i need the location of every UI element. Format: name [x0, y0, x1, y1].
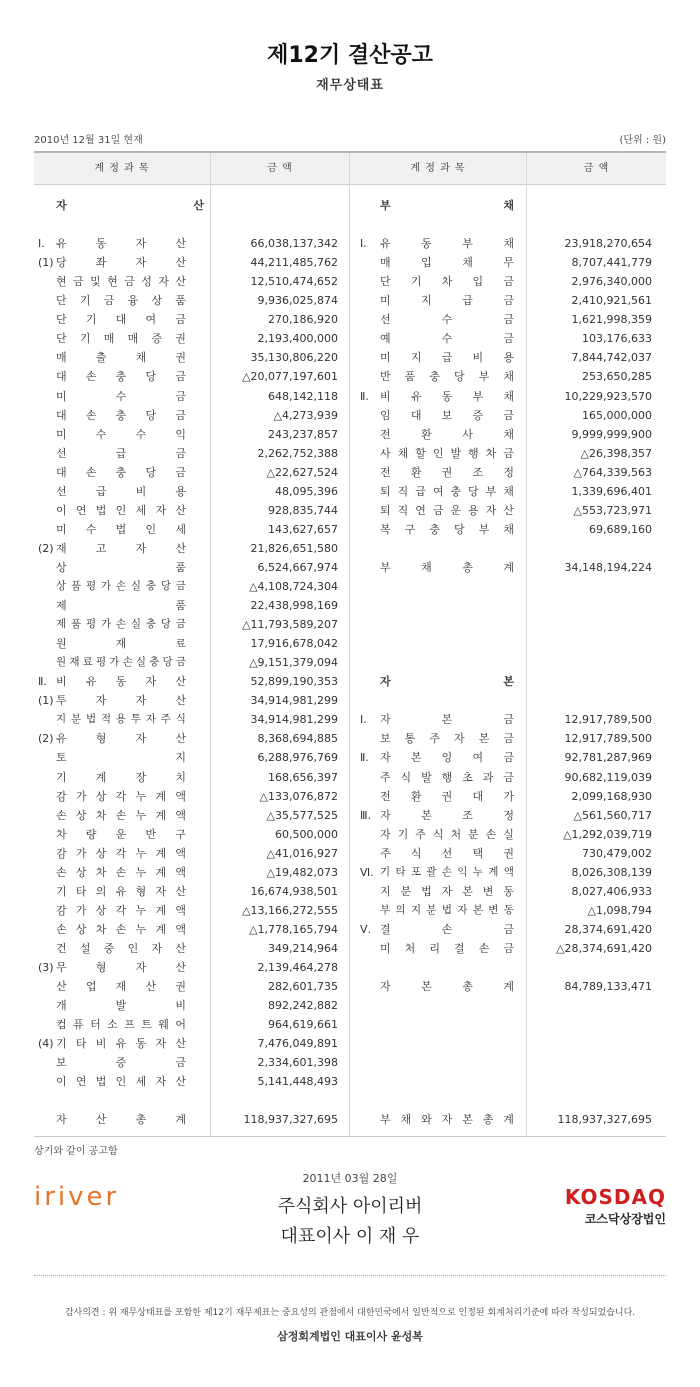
table-row	[34, 558, 666, 577]
table-row	[34, 539, 666, 558]
account-label: 미 수 법 인 세	[56, 522, 186, 536]
iriver-logo: iriver	[34, 1182, 120, 1212]
amount-cell: 6,524,667,974	[257, 560, 338, 574]
table-row	[34, 367, 666, 386]
table-row	[34, 406, 666, 425]
amount-cell: 12,917,789,500	[564, 713, 652, 727]
amount-cell: 253,650,285	[582, 370, 652, 384]
account-label: 부 채 총 계	[380, 560, 514, 574]
account-label: 상 품 평 가 손 실 충 당 금	[56, 580, 186, 592]
table-row	[34, 729, 666, 748]
amount-cell: 2,976,340,000	[571, 275, 652, 289]
amount-cell: 12,917,789,500	[564, 732, 652, 746]
table-row	[34, 882, 666, 901]
table-header	[34, 153, 666, 185]
account-label: 미 지 급 비 용	[380, 351, 514, 365]
account-label	[380, 634, 514, 653]
audit-opinion: 감사의견 : 위 재무상태표를 포함한 제12기 재무제표는 중요성의 관점에서 대한민국에서 일반적으로 인정된 회계처리기준에 따라 작성되었습니다.	[64, 1308, 636, 1318]
company-name: 주식회사 아이리버	[277, 1196, 423, 1217]
amount-cell: 66,038,137,342	[250, 237, 338, 251]
account-label: 대 손 충 당 금	[56, 408, 186, 422]
amount-cell: 90,682,119,039	[564, 770, 652, 784]
account-label: 자 본 총 계	[380, 980, 514, 994]
amount-cell: 52,899,190,353	[250, 675, 338, 689]
table-row	[34, 501, 666, 520]
table-row	[34, 444, 666, 463]
amount-cell: 34,914,981,299	[250, 694, 338, 708]
account-label: 손 상 차 손 누 계 액	[56, 922, 186, 936]
table-row	[34, 996, 666, 1015]
account-label: 선 급 비 용	[56, 484, 186, 498]
account-label: 단 기 금 융 상 품	[56, 294, 186, 308]
account-label: 매 입 채 무	[380, 256, 514, 270]
amount-cell: 964,619,661	[268, 1018, 338, 1032]
header-account-right: 계 정 과 목	[410, 163, 466, 174]
amount-cell: 349,214,964	[268, 941, 338, 955]
account-label: 보 통 주 자 본 금	[380, 732, 514, 746]
table-row	[34, 348, 666, 367]
account-label	[380, 1072, 514, 1091]
amount-cell: △1,098,794	[587, 903, 652, 917]
header-amount-right: 금 액	[583, 163, 610, 174]
account-label	[380, 1053, 514, 1072]
amount-cell: 892,242,882	[268, 999, 338, 1013]
account-label: 자 본 조 정	[380, 808, 514, 822]
amount-cell: △20,077,197,601	[242, 370, 338, 384]
page-subtitle: 재무상태표	[316, 78, 384, 93]
row-mark: Ⅱ.	[360, 751, 369, 765]
account-label: 선 급 금	[56, 446, 186, 460]
table-row	[34, 577, 666, 596]
row-mark: (4)	[38, 1037, 54, 1051]
kosdaq-logo: KOSDAQ	[564, 1185, 666, 1209]
table-row	[34, 329, 666, 348]
table-row	[34, 482, 666, 501]
auditor-name: 삼정회계법인 대표이사 윤성복	[277, 1330, 423, 1343]
account-label: 투 자 자 산	[56, 694, 186, 708]
account-label: 손 상 차 손 누 계 액	[56, 865, 186, 879]
kosdaq-listed-label: 코스닥상장법인	[584, 1212, 666, 1226]
account-label	[380, 958, 514, 977]
table-row	[34, 310, 666, 329]
table-row	[34, 977, 666, 996]
amount-cell: 7,476,049,891	[257, 1037, 338, 1051]
amount-cell: 22,438,998,169	[250, 599, 338, 613]
account-label: 유 형 자 산	[56, 732, 186, 746]
amount-cell: △41,016,927	[266, 846, 338, 860]
amount-cell: 5,141,448,493	[257, 1075, 338, 1089]
account-label	[380, 615, 514, 634]
account-label: 단 기 매 매 증 권	[56, 332, 186, 346]
amount-cell: 2,262,752,388	[257, 446, 338, 460]
account-label: 결 손 금	[380, 922, 514, 936]
row-mark: Ⅵ.	[360, 865, 374, 879]
row-mark: Ⅱ.	[360, 389, 369, 403]
account-label: 이 연 법 인 세 자 산	[56, 1075, 186, 1089]
account-label: 단 기 대 여 금	[56, 313, 186, 327]
account-label: 유 동 자 산	[56, 237, 186, 251]
balance-sheet-table	[34, 151, 666, 1137]
amount-cell: △1,292,039,719	[563, 827, 652, 841]
account-label: 손 상 차 손 누 계 액	[56, 808, 186, 822]
amount-cell: 2,139,464,278	[257, 961, 338, 974]
row-mark: Ⅱ.	[38, 675, 47, 689]
table-row	[34, 1110, 666, 1129]
header-amount-left: 금 액	[267, 163, 293, 174]
amount-cell: 928,835,744	[268, 503, 338, 517]
amount-cell: 10,229,923,570	[564, 389, 652, 403]
account-label: 퇴 직 연 금 운 용 자 산	[380, 503, 514, 517]
account-label	[380, 539, 514, 558]
amount-cell: 2,334,601,398	[257, 1056, 338, 1070]
account-label: 사 채 할 인 발 행 차 금	[380, 446, 514, 460]
table-row	[34, 425, 666, 444]
amount-cell: △11,793,589,207	[242, 618, 338, 632]
account-label: 감 가 상 각 누 계 액	[56, 903, 186, 917]
table-row	[34, 634, 666, 653]
amount-cell: 48,095,396	[275, 484, 338, 498]
account-label: 기 계 장 치	[56, 770, 186, 784]
account-label: 반 품 충 당 부 채	[380, 370, 514, 384]
amount-cell: 69,689,160	[589, 522, 652, 536]
account-label: 당 좌 자 산	[56, 256, 186, 270]
account-label: 자 기 주 식 처 분 손 실	[380, 827, 514, 841]
amount-cell: 2,099,168,930	[571, 789, 652, 803]
row-mark: Ⅴ.	[360, 922, 372, 936]
account-label	[380, 596, 514, 615]
account-label: 토 지	[56, 751, 186, 765]
account-label: 감 가 상 각 누 계 액	[56, 789, 186, 803]
account-label: 임 대 보 증 금	[380, 408, 514, 422]
amount-cell: △4,273,939	[273, 408, 338, 422]
account-label	[380, 215, 514, 234]
account-label: 상 품	[56, 560, 186, 574]
account-label: 전 환 권 조 정	[380, 465, 514, 479]
account-label: 기 타 포 괄 손 익 누 계 액	[380, 865, 514, 878]
account-label: 원 재 료	[56, 637, 186, 651]
amount-cell: △764,339,563	[573, 465, 652, 479]
amount-cell: 92,781,287,969	[564, 751, 652, 765]
table-row	[34, 1091, 666, 1110]
row-mark: Ⅰ.	[38, 237, 45, 251]
amount-cell: 8,026,308,139	[571, 865, 652, 879]
table-row	[34, 253, 666, 272]
account-label	[380, 653, 514, 672]
account-label	[380, 996, 514, 1015]
table-row	[34, 596, 666, 615]
amount-cell: 17,916,678,042	[250, 637, 338, 651]
amount-cell: 168,656,397	[268, 770, 338, 784]
table-row	[34, 1053, 666, 1072]
table-row	[34, 710, 666, 729]
amount-cell: 118,937,327,695	[243, 1113, 338, 1127]
account-label: 컴 퓨 터 소 프 트 웨 어	[56, 1018, 186, 1032]
account-label: 자 산 총 계	[56, 1113, 186, 1127]
account-label: 차 량 운 반 구	[56, 827, 186, 841]
amount-cell: 1,621,998,359	[571, 313, 652, 327]
table-row	[34, 215, 666, 234]
amount-cell: 165,000,000	[582, 408, 652, 422]
account-label: 매 출 채 권	[56, 351, 186, 365]
amount-cell: △9,151,379,094	[249, 656, 338, 670]
header-account-left: 계 정 과 목	[94, 163, 150, 174]
table-row	[34, 1034, 666, 1053]
account-label: 부 채 와 자 본 총 계	[380, 1113, 514, 1127]
account-label: 예 수 금	[380, 332, 514, 346]
table-row	[34, 463, 666, 482]
table-row	[34, 653, 666, 672]
account-label: 미 수 수 익	[56, 427, 186, 441]
amount-cell: 648,142,118	[268, 389, 338, 403]
account-label: 복 구 충 당 부 채	[380, 522, 514, 536]
account-label: 자 본 잉 여 금	[380, 751, 514, 765]
amount-cell: △1,778,165,794	[249, 922, 338, 936]
account-label: 자 본 금	[380, 713, 514, 727]
divider	[34, 1275, 666, 1276]
amount-cell: 2,410,921,561	[571, 294, 652, 308]
amount-cell: 35,130,806,220	[250, 351, 338, 365]
account-label: 산 업 재 산 권	[56, 980, 186, 994]
amount-cell: 9,999,999,900	[571, 427, 652, 441]
amount-cell: 730,479,002	[582, 846, 652, 860]
table-row	[34, 920, 666, 939]
account-label: 원 재 료 평 가 손 실 충 당 금	[56, 656, 186, 669]
table-row	[34, 672, 666, 691]
notice-text: 상기와 같이 공고함	[34, 1146, 118, 1157]
amount-cell: △13,166,272,555	[242, 903, 338, 917]
table-row	[34, 691, 666, 710]
row-mark: (3)	[38, 961, 54, 974]
table-row	[34, 806, 666, 825]
amount-cell: 12,510,474,652	[250, 275, 338, 289]
row-mark: Ⅲ.	[360, 808, 372, 822]
amount-cell: 8,027,406,933	[571, 884, 652, 898]
account-label: 단 기 차 입 금	[380, 275, 514, 289]
table-row	[34, 901, 666, 920]
amount-cell: 44,211,485,762	[250, 256, 338, 270]
table-row	[34, 844, 666, 863]
account-label: 지 분 법 적 용 투 자 주 식	[56, 713, 186, 726]
amount-cell: △26,398,357	[580, 446, 652, 460]
table-row	[34, 787, 666, 806]
amount-cell: 16,674,938,501	[250, 884, 338, 898]
amount-cell: 21,826,651,580	[250, 541, 338, 555]
account-label: 유 동 부 채	[380, 237, 514, 251]
account-label	[380, 691, 514, 710]
amount-cell: 8,368,694,885	[257, 732, 338, 746]
account-label: 부 채	[380, 199, 514, 212]
account-label: 기 타 비 유 동 자 산	[56, 1037, 186, 1051]
page-title: 제12기 결산공고	[267, 43, 433, 68]
amount-cell: △553,723,971	[573, 503, 652, 517]
account-label: 미 처 리 결 손 금	[380, 941, 514, 955]
account-label: 미 지 급 금	[380, 294, 514, 308]
account-label: 선 수 금	[380, 313, 514, 327]
account-label	[380, 1015, 514, 1034]
row-mark: (1)	[38, 256, 54, 270]
amount-cell: 84,789,133,471	[564, 980, 652, 994]
amount-cell: 1,339,696,401	[571, 484, 652, 498]
unit-label: (단위 : 원)	[619, 135, 666, 146]
account-label: 대 손 충 당 금	[56, 370, 186, 384]
amount-cell: 243,237,857	[268, 427, 338, 441]
amount-cell: 143,627,657	[268, 522, 338, 536]
account-label	[380, 1091, 514, 1110]
amount-cell: △22,627,524	[266, 465, 338, 479]
table-row	[34, 768, 666, 787]
amount-cell: △561,560,717	[573, 808, 652, 822]
as-of-date: 2010년 12월 31일 현재	[34, 135, 143, 146]
table-row	[34, 615, 666, 634]
amount-cell: 34,148,194,224	[564, 560, 652, 574]
account-label: 퇴 직 급 여 충 당 부 채	[380, 484, 514, 498]
amount-cell: 60,500,000	[275, 827, 338, 841]
account-label: 보 증 금	[56, 1056, 186, 1070]
account-label: 자 본	[380, 675, 514, 689]
account-label: 주 식 선 택 권	[380, 846, 514, 860]
account-label: 재 고 자 산	[56, 541, 186, 555]
row-mark: (2)	[38, 541, 54, 555]
row-mark: (2)	[38, 732, 54, 746]
table-row	[34, 234, 666, 253]
amount-cell: 118,937,327,695	[557, 1113, 652, 1127]
account-label: 비 유 동 자 산	[56, 675, 186, 689]
amount-cell: 270,186,920	[268, 313, 338, 327]
table-row	[34, 825, 666, 844]
row-mark: (1)	[38, 694, 54, 708]
account-label: 비 유 동 부 채	[380, 389, 514, 403]
amount-cell: △133,076,872	[259, 789, 338, 803]
table-row	[34, 1072, 666, 1091]
table-row	[34, 958, 666, 977]
table-row	[34, 387, 666, 406]
ceo-name: 대표이사 이 재 우	[280, 1226, 420, 1247]
table-row	[34, 863, 666, 882]
account-label	[380, 577, 514, 596]
account-label: 지 분 법 자 본 변 동	[380, 884, 514, 898]
table-row	[34, 520, 666, 539]
table-row	[34, 1015, 666, 1034]
amount-cell: 28,374,691,420	[564, 922, 652, 936]
account-label: 이 연 법 인 세 자 산	[56, 503, 186, 517]
account-label: 부 의 지 분 법 자 본 변 동	[380, 903, 514, 916]
account-label: 자 산	[56, 199, 204, 212]
account-label: 기 타 의 유 형 자 산	[56, 884, 186, 898]
table-row	[34, 196, 666, 215]
account-label: 주 식 발 행 초 과 금	[380, 770, 514, 784]
account-label: 전 환 사 채	[380, 427, 514, 441]
publish-date: 2011년 03월 28일	[302, 1172, 398, 1185]
row-mark: Ⅰ.	[360, 237, 367, 251]
amount-cell: 34,914,981,299	[250, 713, 338, 727]
account-label	[380, 1034, 514, 1053]
amount-cell: △4,108,724,304	[249, 580, 338, 593]
amount-cell: 7,844,742,037	[571, 351, 652, 365]
account-label: 무 형 자 산	[56, 961, 186, 974]
amount-cell: 23,918,270,654	[564, 237, 652, 251]
account-label: 현 금 및 현 금 성 자 산	[56, 275, 186, 289]
amount-cell: 8,707,441,779	[571, 256, 652, 270]
account-label: 감 가 상 각 누 계 액	[56, 846, 186, 860]
amount-cell: △35,577,525	[266, 808, 338, 822]
amount-cell: 282,601,735	[268, 980, 338, 994]
table-row	[34, 748, 666, 767]
table-row	[34, 291, 666, 310]
account-label: 개 발 비	[56, 999, 186, 1013]
account-label: 전 환 권 대 가	[380, 789, 514, 803]
account-label: 제 품 평 가 손 실 충 당 금	[56, 618, 186, 631]
account-label: 건 설 중 인 자 산	[56, 941, 186, 955]
amount-cell: 2,193,400,000	[257, 332, 338, 346]
amount-cell: 103,176,633	[582, 332, 652, 346]
amount-cell: △28,374,691,420	[556, 941, 652, 955]
amount-cell: 9,936,025,874	[257, 294, 338, 308]
table-row	[34, 939, 666, 958]
account-label: 대 손 충 당 금	[56, 465, 186, 479]
amount-cell: △19,482,073	[266, 865, 338, 879]
account-label: 미 수 금	[56, 389, 186, 403]
row-mark: Ⅰ.	[360, 713, 367, 727]
amount-cell: 6,288,976,769	[257, 751, 338, 765]
table-row	[34, 272, 666, 291]
account-label: 제 품	[56, 599, 186, 613]
